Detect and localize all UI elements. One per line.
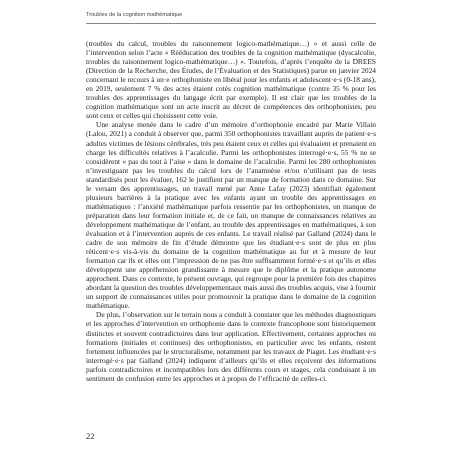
body-text [86, 39, 376, 383]
paragraph-3: De plus, l’observation sur le terrain nous a conduit à constater que les méthodes diagnostiques et les approches d’intervention en orthophonie dans le contexte francophone sont historiquement distinctes et souvent contradictoires dans leur application. Effectivement, certaines approches ou formations (initiales et continues) des orthophonistes, en particulier avec les enfants, restent fortement influencées par le structuralisme, notamment par les travaux de Piaget. Les étudiant·e·s interrogé·e·s par Galland (2024) indiquent d’ailleurs qu’ils et elles reçoivent des informations parfois contradictoires et incompatibles lors des différents cours et stages, cela conduisant à un sentiment de confusion entre les approches et à propos de l’efficacité de celles-ci. [86, 310, 376, 383]
header-rule [86, 23, 376, 24]
page-number: 22 [86, 431, 95, 441]
running-head: Troubles de la cognition mathématique [86, 12, 183, 18]
paragraph-2: Une analyse menée dans le cadre d’un mémoire d’orthophonie encadré par Marie Villain (Lalou, 2021) a conduit à observer que, parmi 350 orthophonistes travaillant auprès de patient·e·s adultes victimes de lésions cérébrales, très peu étaient ceux et celles qui évaluaient et prenaient en charge les difficultés relatives à l’acalculie. Parmi les orthophonistes interrogé·e·s, 55 % ne se considèrent « pas du tout à l’aise » dans le domaine de l’acalculie. Parmi les 280 orthophonistes n’investiguant pas les troubles du calcul lors de l’anamnèse et/ou n’utilisant pas de tests standardisés pour les évaluer, 162 le justifient par un manque de formation dans ce domaine. Sur le versant des apprentissages, un travail mené par Anne Lafay (2023) identifiait également plusieurs barrières à la pratique avec les enfants ayant un trouble des apprentissages en mathématiques : l’anxiété mathématique parfois ressentie par les orthophonistes, un manque de préparation dans leur formation initiale et, de ce fait, un manque de connaissances relatives au développement mathématique de l’enfant, au trouble des apprentissages en mathématiques, à son évaluation et à l’intervention auprès de ces enfants. Le travail réalisé par Galland (2024) dans le cadre de son mémoire de fin d’étude démontre que les étudiant·e·s sont de plus en plus réticent·e·s vis-à-vis du domaine de la cognition mathématique au fur et à mesure de leur formation car ils et elles ont l’impression de ne pas être suffisamment formé·e·s et qu’ils et elles développent une appréhension grandissante à mesure que le diplôme et la pratique autonome approchent. Dans ce contexte, le présent ouvrage, qui regroupe pour la première fois des chapitres abordant la question des troubles développementaux mais aussi des troubles acquis, vise à fournir un support de connaissances utiles pour promouvoir la pratique dans le domaine de la cognition mathématique. [86, 120, 376, 311]
paragraph-1: (troubles du calcul, troubles du raisonnement logico-mathématique…) » et aussi celle de l’intervention selon l’acte « Rééducation des troubles de la cognition mathématique (dyscalculie, troubles du raisonnement logico-mathématique…) ». Toutefois, d’après l’enquête de la DREES (Direction de la Recherche, des Études, de l’Évaluation et des Statistiques) parue en janvier 2024 concernant le recours à un·e orthophoniste en libéral pour les enfants et adolescent·e·s (0-18 ans), en 2019, seulement 7 % des actes étaient cotés cognition mathématique (contre 35 % pour les troubles des apprentissages du langage écrit par exemple). Il est clair que les troubles de la cognition mathématique sont un acte inscrit au décret de compétences des orthophonistes, peu sont ceux et celles qui choisissent cette voie. [86, 39, 376, 121]
